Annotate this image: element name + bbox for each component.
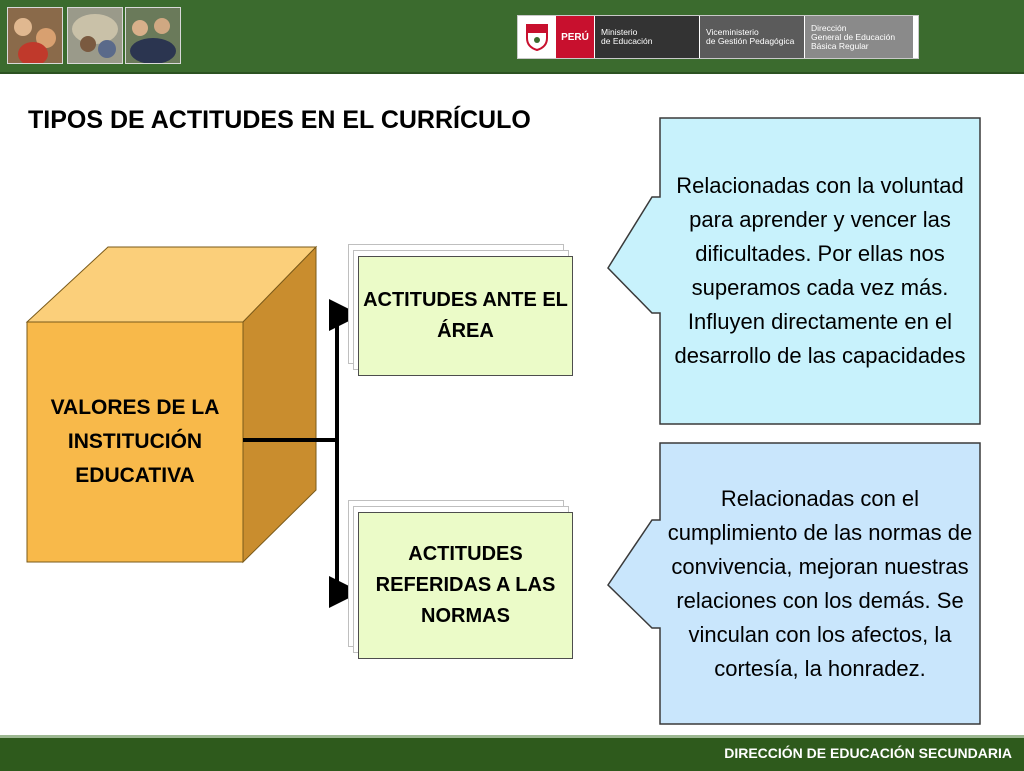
logo-vice-ministry: Viceministerio de Gestión Pedagógica (699, 16, 804, 58)
attitude-box-area: ACTITUDES ANTE EL ÁREA (358, 256, 573, 376)
footer-bar (0, 735, 1024, 771)
logo-ministry: Ministerio de Educación (594, 16, 699, 58)
callout-text-norms: Relacionadas con el cumplimiento de las normas de convivencia, mejoran nuestras relaciones con los demás. Se vinculan con los afectos, la cortesía, la honradez. (667, 485, 973, 681)
callout-text-area: Relacionadas con la voluntad para aprender y vencer las dificultades. Por ellas nos superamos cada vez más. Influyen directamente en el desarrollo de las capacidades (674, 173, 966, 368)
attitude-box-norms: ACTITUDES REFERIDAS A LAS NORMAS (358, 512, 573, 659)
logo-country: PERÚ (556, 16, 594, 58)
cube-label: VALORES DE LA INSTITUCIÓN EDUCATIVA (50, 396, 220, 487)
footer-text: DIRECCIÓN DE EDUCACIÓN SECUNDARIA (724, 745, 1012, 761)
page-title: TIPOS DE ACTITUDES EN EL CURRÍCULO (28, 106, 531, 134)
logo-directorate: Dirección General de Educación Básica Regular (804, 16, 913, 58)
